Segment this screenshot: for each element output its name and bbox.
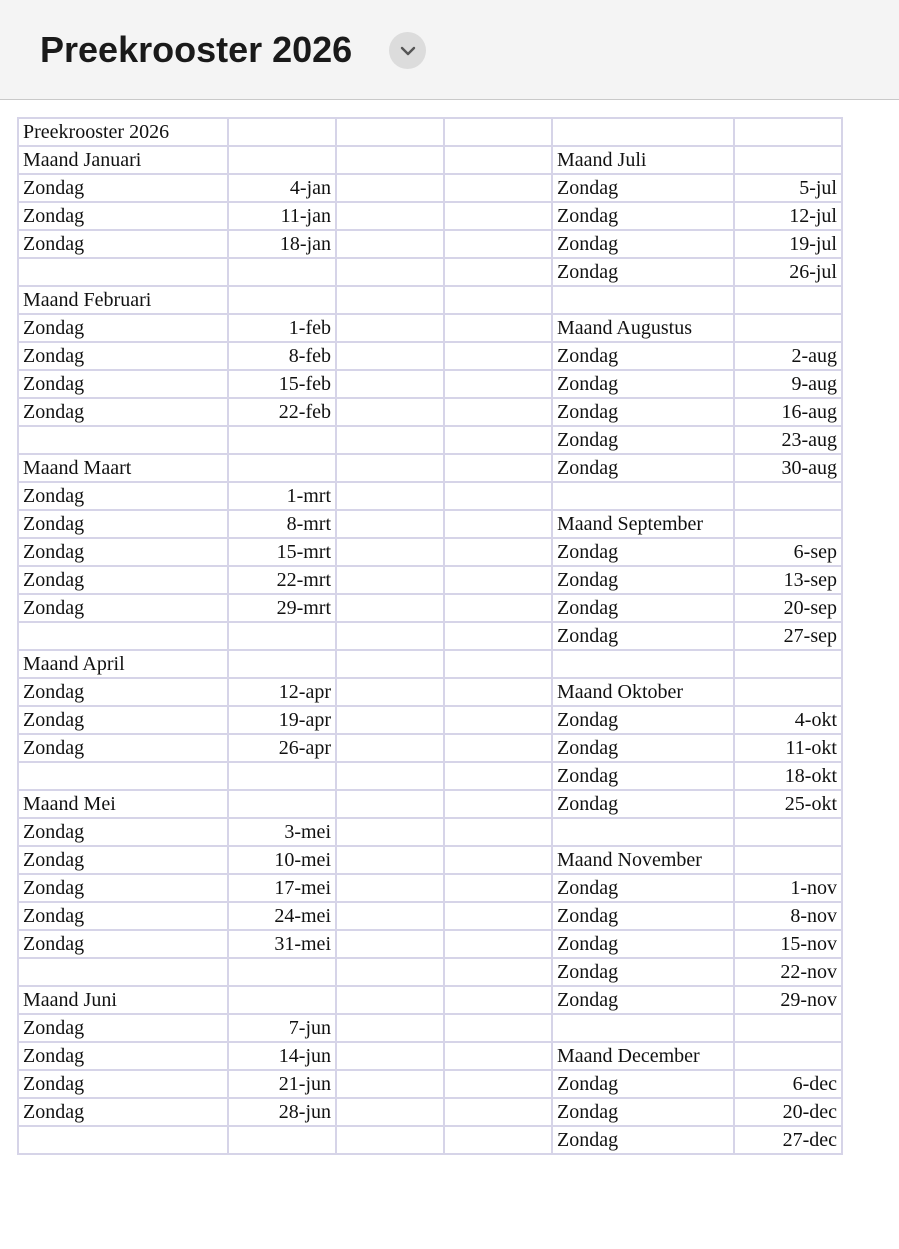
document-header xyxy=(0,0,899,100)
table-cell[interactable] xyxy=(336,734,444,762)
table-cell[interactable]: 18-jan xyxy=(228,230,336,258)
table-cell[interactable] xyxy=(444,846,552,874)
table-cell[interactable] xyxy=(734,678,842,706)
schedule-sheet xyxy=(17,117,843,1155)
table-cell[interactable] xyxy=(336,818,444,846)
table-cell[interactable]: Zondag xyxy=(18,1070,228,1098)
table-cell[interactable] xyxy=(444,1014,552,1042)
table-cell[interactable] xyxy=(18,1126,228,1154)
table-cell[interactable] xyxy=(336,930,444,958)
table-cell[interactable]: Zondag xyxy=(18,706,228,734)
table-cell[interactable]: Zondag xyxy=(552,902,734,930)
table-cell[interactable]: Zondag xyxy=(18,902,228,930)
table-row xyxy=(18,1014,842,1042)
table-cell[interactable]: 19-apr xyxy=(228,706,336,734)
table-cell[interactable] xyxy=(444,1126,552,1154)
table-cell[interactable]: Zondag xyxy=(18,482,228,510)
table-cell[interactable] xyxy=(444,986,552,1014)
table-cell[interactable]: 11-okt xyxy=(734,734,842,762)
table-cell[interactable]: Zondag xyxy=(18,1098,228,1126)
table-row xyxy=(18,1098,842,1126)
table-cell[interactable] xyxy=(336,902,444,930)
table-cell[interactable]: 3-mei xyxy=(228,818,336,846)
table-cell[interactable] xyxy=(228,958,336,986)
table-cell[interactable]: Zondag xyxy=(552,986,734,1014)
table-row xyxy=(18,342,842,370)
table-row xyxy=(18,454,842,482)
table-row xyxy=(18,818,842,846)
document-title[interactable]: Preekrooster 2026 xyxy=(40,29,353,70)
table-cell[interactable]: 14-jun xyxy=(228,1042,336,1070)
table-cell[interactable]: Zondag xyxy=(552,790,734,818)
table-cell[interactable] xyxy=(444,370,552,398)
table-row xyxy=(18,622,842,650)
table-cell[interactable]: 26-apr xyxy=(228,734,336,762)
table-cell[interactable] xyxy=(444,566,552,594)
table-cell[interactable]: Maand November xyxy=(552,846,734,874)
table-cell[interactable]: Zondag xyxy=(18,342,228,370)
table-cell[interactable]: Zondag xyxy=(18,678,228,706)
table-row xyxy=(18,1070,842,1098)
table-cell[interactable] xyxy=(336,370,444,398)
table-cell[interactable]: Zondag xyxy=(18,818,228,846)
table-row xyxy=(18,398,842,426)
table-cell[interactable] xyxy=(734,118,842,146)
table-cell[interactable]: Zondag xyxy=(552,958,734,986)
table-cell[interactable]: 9-aug xyxy=(734,370,842,398)
table-cell[interactable]: Maand Juni xyxy=(18,986,228,1014)
table-cell[interactable] xyxy=(228,790,336,818)
table-cell[interactable] xyxy=(336,482,444,510)
table-cell[interactable] xyxy=(336,1070,444,1098)
table-cell[interactable]: 5-jul xyxy=(734,174,842,202)
table-cell[interactable]: Zondag xyxy=(18,566,228,594)
table-cell[interactable]: Maand Februari xyxy=(18,286,228,314)
table-cell[interactable]: 20-dec xyxy=(734,1098,842,1126)
table-row xyxy=(18,594,842,622)
table-cell[interactable] xyxy=(444,118,552,146)
table-cell[interactable] xyxy=(734,482,842,510)
table-cell[interactable] xyxy=(228,762,336,790)
table-cell[interactable] xyxy=(336,622,444,650)
table-cell[interactable]: 22-mrt xyxy=(228,566,336,594)
table-row xyxy=(18,482,842,510)
table-cell[interactable]: Zondag xyxy=(552,930,734,958)
table-cell[interactable] xyxy=(734,314,842,342)
table-cell[interactable]: 23-aug xyxy=(734,426,842,454)
table-cell[interactable] xyxy=(444,818,552,846)
table-cell[interactable] xyxy=(336,118,444,146)
table-cell[interactable] xyxy=(336,174,444,202)
table-cell[interactable] xyxy=(552,482,734,510)
table-cell[interactable] xyxy=(228,1126,336,1154)
table-cell[interactable]: 27-dec xyxy=(734,1126,842,1154)
table-cell[interactable] xyxy=(734,846,842,874)
table-cell[interactable]: Zondag xyxy=(552,622,734,650)
table-cell[interactable] xyxy=(444,1042,552,1070)
table-cell[interactable] xyxy=(444,482,552,510)
table-cell[interactable]: Maand Augustus xyxy=(552,314,734,342)
table-row xyxy=(18,902,842,930)
table-cell[interactable]: Zondag xyxy=(18,510,228,538)
table-cell[interactable]: Zondag xyxy=(552,1098,734,1126)
table-cell[interactable] xyxy=(444,1098,552,1126)
table-cell[interactable] xyxy=(734,510,842,538)
table-cell[interactable] xyxy=(18,426,228,454)
table-cell[interactable]: Maand Juli xyxy=(552,146,734,174)
table-cell[interactable]: Zondag xyxy=(18,370,228,398)
table-row xyxy=(18,678,842,706)
title-menu-button[interactable] xyxy=(389,32,426,69)
table-cell[interactable] xyxy=(336,706,444,734)
table-row xyxy=(18,790,842,818)
table-cell[interactable] xyxy=(734,1014,842,1042)
table-cell[interactable]: 18-okt xyxy=(734,762,842,790)
table-cell[interactable] xyxy=(444,594,552,622)
table-cell[interactable]: Zondag xyxy=(552,202,734,230)
table-cell[interactable]: Zondag xyxy=(552,762,734,790)
table-cell[interactable] xyxy=(734,650,842,678)
table-cell[interactable]: 20-sep xyxy=(734,594,842,622)
table-row xyxy=(18,230,842,258)
table-row xyxy=(18,874,842,902)
table-cell[interactable]: Zondag xyxy=(552,566,734,594)
table-cell[interactable] xyxy=(336,1098,444,1126)
table-cell[interactable] xyxy=(444,874,552,902)
table-cell[interactable] xyxy=(228,454,336,482)
table-cell[interactable] xyxy=(444,902,552,930)
table-row xyxy=(18,538,842,566)
table-cell[interactable]: Zondag xyxy=(18,202,228,230)
table-cell[interactable] xyxy=(444,734,552,762)
table-cell[interactable] xyxy=(336,874,444,902)
table-cell[interactable]: 22-nov xyxy=(734,958,842,986)
table-cell[interactable] xyxy=(336,790,444,818)
table-cell[interactable] xyxy=(336,454,444,482)
table-cell[interactable] xyxy=(18,762,228,790)
table-cell[interactable]: 8-nov xyxy=(734,902,842,930)
table-row xyxy=(18,286,842,314)
table-cell[interactable]: Zondag xyxy=(18,398,228,426)
table-cell[interactable]: 15-nov xyxy=(734,930,842,958)
table-cell[interactable]: 26-jul xyxy=(734,258,842,286)
table-cell[interactable] xyxy=(336,314,444,342)
table-cell[interactable]: 29-mrt xyxy=(228,594,336,622)
table-cell[interactable]: 7-jun xyxy=(228,1014,336,1042)
table-cell[interactable]: Zondag xyxy=(552,426,734,454)
table-cell[interactable]: Zondag xyxy=(552,734,734,762)
table-cell[interactable]: Zondag xyxy=(18,874,228,902)
table-cell[interactable] xyxy=(336,1014,444,1042)
table-cell[interactable]: Zondag xyxy=(18,1042,228,1070)
table-cell[interactable] xyxy=(444,958,552,986)
table-cell[interactable] xyxy=(444,174,552,202)
table-cell[interactable]: 2-aug xyxy=(734,342,842,370)
table-cell[interactable]: Zondag xyxy=(552,342,734,370)
table-cell[interactable]: Maand September xyxy=(552,510,734,538)
table-cell[interactable]: Zondag xyxy=(18,538,228,566)
table-cell[interactable]: Maand Oktober xyxy=(552,678,734,706)
table-cell[interactable] xyxy=(336,538,444,566)
table-cell[interactable] xyxy=(444,454,552,482)
table-cell[interactable] xyxy=(734,286,842,314)
table-cell[interactable] xyxy=(552,286,734,314)
table-cell[interactable]: Zondag xyxy=(18,846,228,874)
table-cell[interactable]: 1-feb xyxy=(228,314,336,342)
table-cell[interactable] xyxy=(336,566,444,594)
table-cell[interactable] xyxy=(444,762,552,790)
table-cell[interactable] xyxy=(336,846,444,874)
table-cell[interactable]: Maand Januari xyxy=(18,146,228,174)
table-cell[interactable]: 25-okt xyxy=(734,790,842,818)
table-cell[interactable]: 1-mrt xyxy=(228,482,336,510)
table-cell[interactable]: Maand December xyxy=(552,1042,734,1070)
table-row xyxy=(18,762,842,790)
table-cell[interactable] xyxy=(336,1042,444,1070)
table-cell[interactable]: 17-mei xyxy=(228,874,336,902)
table-cell[interactable]: Zondag xyxy=(18,174,228,202)
table-cell[interactable] xyxy=(444,622,552,650)
table-cell[interactable]: 21-jun xyxy=(228,1070,336,1098)
table-cell[interactable] xyxy=(444,258,552,286)
table-cell[interactable]: Preekrooster 2026 xyxy=(18,118,228,146)
table-cell[interactable] xyxy=(444,286,552,314)
table-cell[interactable]: Zondag xyxy=(552,594,734,622)
table-cell[interactable]: 4-okt xyxy=(734,706,842,734)
table-cell[interactable] xyxy=(444,706,552,734)
table-cell[interactable]: Maand Mei xyxy=(18,790,228,818)
table-cell[interactable] xyxy=(444,538,552,566)
table-cell[interactable]: 29-nov xyxy=(734,986,842,1014)
table-cell[interactable]: Maand Maart xyxy=(18,454,228,482)
table-row xyxy=(18,314,842,342)
table-row xyxy=(18,370,842,398)
table-row xyxy=(18,1126,842,1154)
table-cell[interactable]: Zondag xyxy=(18,930,228,958)
table-row xyxy=(18,202,842,230)
table-cell[interactable] xyxy=(444,342,552,370)
table-cell[interactable] xyxy=(552,818,734,846)
sheet-body xyxy=(18,118,842,1154)
table-cell[interactable] xyxy=(18,958,228,986)
table-cell[interactable] xyxy=(734,818,842,846)
table-cell[interactable] xyxy=(444,930,552,958)
table-cell[interactable]: 6-sep xyxy=(734,538,842,566)
table-row xyxy=(18,118,842,146)
table-cell[interactable] xyxy=(336,678,444,706)
table-cell[interactable]: Zondag xyxy=(552,706,734,734)
table-cell[interactable]: Maand April xyxy=(18,650,228,678)
table-cell[interactable] xyxy=(336,958,444,986)
table-cell[interactable]: Zondag xyxy=(18,734,228,762)
table-cell[interactable] xyxy=(228,986,336,1014)
table-cell[interactable]: Zondag xyxy=(552,874,734,902)
table-cell[interactable] xyxy=(228,622,336,650)
table-cell[interactable] xyxy=(336,510,444,538)
table-row xyxy=(18,986,842,1014)
table-cell[interactable]: 15-mrt xyxy=(228,538,336,566)
table-row xyxy=(18,734,842,762)
table-cell[interactable]: Zondag xyxy=(18,1014,228,1042)
table-row xyxy=(18,930,842,958)
table-cell[interactable] xyxy=(336,762,444,790)
table-cell[interactable] xyxy=(228,286,336,314)
table-cell[interactable] xyxy=(336,230,444,258)
table-cell[interactable] xyxy=(336,202,444,230)
table-cell[interactable] xyxy=(336,426,444,454)
table-cell[interactable] xyxy=(228,146,336,174)
table-cell[interactable] xyxy=(444,230,552,258)
table-cell[interactable] xyxy=(336,146,444,174)
table-row xyxy=(18,650,842,678)
table-row xyxy=(18,958,842,986)
table-cell[interactable] xyxy=(228,118,336,146)
table-cell[interactable]: 15-feb xyxy=(228,370,336,398)
table-row xyxy=(18,846,842,874)
table-row xyxy=(18,1042,842,1070)
table-cell[interactable]: 13-sep xyxy=(734,566,842,594)
table-cell[interactable]: Zondag xyxy=(552,454,734,482)
table-cell[interactable]: Zondag xyxy=(552,174,734,202)
table-cell[interactable] xyxy=(228,426,336,454)
table-row xyxy=(18,566,842,594)
table-row xyxy=(18,258,842,286)
table-cell[interactable] xyxy=(444,510,552,538)
table-cell[interactable]: 30-aug xyxy=(734,454,842,482)
table-cell[interactable] xyxy=(444,146,552,174)
table-cell[interactable] xyxy=(444,790,552,818)
table-cell[interactable]: 8-feb xyxy=(228,342,336,370)
table-cell[interactable]: Zondag xyxy=(18,230,228,258)
table-cell[interactable] xyxy=(336,398,444,426)
table-cell[interactable]: 11-jan xyxy=(228,202,336,230)
table-cell[interactable] xyxy=(336,986,444,1014)
table-cell[interactable]: 12-jul xyxy=(734,202,842,230)
table-cell[interactable] xyxy=(228,258,336,286)
table-cell[interactable]: Zondag xyxy=(552,398,734,426)
table-cell[interactable]: 27-sep xyxy=(734,622,842,650)
table-cell[interactable] xyxy=(444,202,552,230)
table-cell[interactable]: 19-jul xyxy=(734,230,842,258)
table-cell[interactable]: 16-aug xyxy=(734,398,842,426)
table-cell[interactable]: 8-mrt xyxy=(228,510,336,538)
table-cell[interactable] xyxy=(444,678,552,706)
table-cell[interactable]: 28-jun xyxy=(228,1098,336,1126)
table-row xyxy=(18,510,842,538)
table-cell[interactable]: Zondag xyxy=(18,314,228,342)
table-cell[interactable]: Zondag xyxy=(18,594,228,622)
table-cell[interactable]: 24-mei xyxy=(228,902,336,930)
table-cell[interactable] xyxy=(18,622,228,650)
table-row xyxy=(18,146,842,174)
table-cell[interactable]: 1-nov xyxy=(734,874,842,902)
table-cell[interactable] xyxy=(336,258,444,286)
table-cell[interactable]: Zondag xyxy=(552,370,734,398)
table-cell[interactable]: 12-apr xyxy=(228,678,336,706)
table-cell[interactable]: 10-mei xyxy=(228,846,336,874)
table-cell[interactable]: Zondag xyxy=(552,230,734,258)
table-cell[interactable] xyxy=(444,314,552,342)
table-cell[interactable]: Zondag xyxy=(552,538,734,566)
table-row xyxy=(18,174,842,202)
table-cell[interactable] xyxy=(336,342,444,370)
table-cell[interactable] xyxy=(336,650,444,678)
table-cell[interactable]: 4-jan xyxy=(228,174,336,202)
table-cell[interactable]: 6-dec xyxy=(734,1070,842,1098)
table-cell[interactable] xyxy=(734,146,842,174)
table-cell[interactable] xyxy=(444,398,552,426)
table-cell[interactable] xyxy=(336,286,444,314)
table-cell[interactable]: 31-mei xyxy=(228,930,336,958)
table-cell[interactable] xyxy=(552,1014,734,1042)
table-cell[interactable] xyxy=(18,258,228,286)
table-cell[interactable] xyxy=(444,1070,552,1098)
table-cell[interactable] xyxy=(336,594,444,622)
table-cell[interactable] xyxy=(444,426,552,454)
chevron-down-icon xyxy=(400,46,416,56)
table-cell[interactable] xyxy=(552,118,734,146)
table-cell[interactable] xyxy=(228,650,336,678)
table-cell[interactable] xyxy=(734,1042,842,1070)
table-cell[interactable]: 22-feb xyxy=(228,398,336,426)
table-cell[interactable] xyxy=(444,650,552,678)
table-cell[interactable]: Zondag xyxy=(552,1070,734,1098)
table-row xyxy=(18,426,842,454)
table-cell[interactable] xyxy=(336,1126,444,1154)
table-row xyxy=(18,706,842,734)
table-cell[interactable] xyxy=(552,650,734,678)
table-cell[interactable]: Zondag xyxy=(552,258,734,286)
table-cell[interactable]: Zondag xyxy=(552,1126,734,1154)
